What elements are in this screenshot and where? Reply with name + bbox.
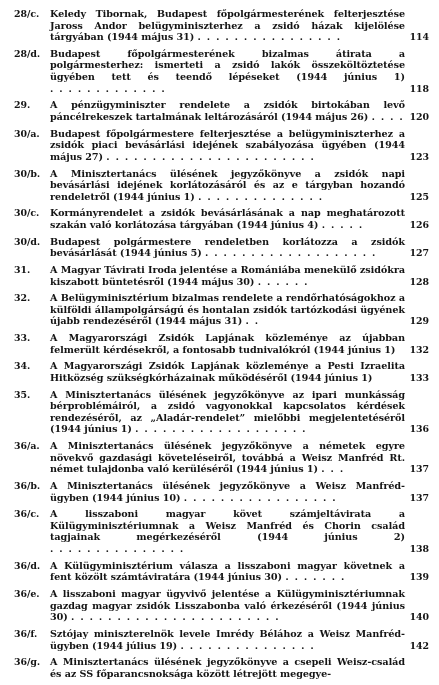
toc-entry [14, 589, 429, 624]
page-number: 126 [409, 219, 429, 231]
entry-number: 36/e. [14, 589, 40, 601]
entry-number: 36/g. [14, 657, 41, 669]
toc-entry [14, 441, 429, 476]
toc-entry [14, 481, 429, 504]
page-number: 140 [409, 612, 429, 624]
toc-entry [14, 629, 429, 652]
page-number: 118 [409, 83, 429, 95]
table-of-contents [14, 9, 429, 685]
entry-number: 35. [14, 389, 31, 401]
toc-entry [14, 265, 429, 288]
dot-leader: . . . . . . . . . . . . . . . . [197, 32, 342, 44]
page-number: 137 [409, 492, 429, 504]
dot-leader: . . . . . . . . . . . . . . . [50, 544, 185, 556]
dot-leader: . . . . . . [257, 276, 309, 288]
toc-entry [14, 129, 429, 164]
entry-text: Sztójay miniszterelnök levele Imrédy Bélához a Weisz Manfréd-ügyben (1944 július 19) . . . . . . . . . . . . . . . [50, 628, 405, 652]
entry-text: A lisszaboni magyar követ számjeltávirata a Külügyminisztériumnak a Weisz Manfréd és Chorin család tagjainak megérkezéséről (1944 június 2) . . . . . . . . . . . . . . . [50, 509, 405, 556]
entry-text: Budapest főpolgármestere felterjesztése a belügyminiszterhez a zsidók piaci bevásárlási idejének szabályozása ügyében (1944 május 27) . . . . . . . . . . . . . . . . . . . . . . . [50, 128, 405, 163]
toc-entry [14, 100, 429, 123]
dot-leader: . . . . [371, 111, 405, 123]
page-number: 129 [409, 316, 429, 328]
entry-text: A Magyarországi Zsidók Lapjának közleménye a Pesti Izraelita Hitközség szükségkórházainak működéséről (1944 június 1) [50, 361, 405, 384]
entry-text: A Magyar Távirati Iroda jelentése a Romániába menekülő zsidókra kiszabott büntetésről (1944 május 30) . . . . . . [50, 264, 405, 288]
entry-text: A Külügyminisztérium válasza a lisszaboni magyar követnek a fent közölt számtáviratára (1944 június 30) . . . . . . . [50, 560, 405, 584]
entry-number: 36/b. [14, 481, 41, 492]
page-number: 139 [409, 572, 429, 584]
toc-entry [14, 237, 429, 260]
entry-number: 30/d. [14, 236, 41, 248]
page-number: 114 [409, 32, 429, 44]
entry-text: Budapest polgármestere rendeletben korlátozza a zsidók bevásárlását (1944 június 5) . . . . . . . . . . . . . . . . . . . [50, 236, 405, 260]
page-number: 132 [409, 344, 429, 356]
dot-leader: . . . . . . . . . . . . . . . . . [183, 492, 337, 504]
entry-text: Budapest főpolgármesterének bizalmas átirata a polgármesterhez: ismerteti a zsidó lakók összeköltöztetése ügyében tett és teendő lépéseket (1944 június 1) . . . . . . . . . . . . . [50, 48, 405, 95]
entry-number: 36/d. [14, 560, 41, 572]
dot-leader: . . . . . . . . . . . . . [50, 83, 166, 95]
entry-number: 28/d. [14, 48, 41, 60]
entry-number: 29. [14, 100, 31, 112]
page-number: 137 [409, 464, 429, 476]
toc-entry [14, 390, 429, 436]
toc-entry [14, 208, 429, 231]
entry-text: Kormányrendelet a zsidók bevásárlásának a nap meghatározott szakán való korlátozása tárgyában (1944 június 4) . . . . . [50, 208, 405, 231]
entry-text: A Minisztertanács ülésének jegyzőkönyve az ipari munkásság bérproblémáiról, a zsidó vagyonokkal kapcsolatos kérdések rendezéséről, az „Aladár-rendelet” mielőbbi megjelentetéséről (1944 június 1) . . . . . . . . . . . . . . . . . . . [50, 389, 405, 436]
entry-text: A Belügyminisztérium bizalmas rendelete a rendőrhatóságokhoz a külföldi állampolgárságú és hontalan zsidók tartózkodási ügyének újabb rendezéséről (1944 május 31) . . [50, 293, 405, 328]
page-number: 142 [409, 640, 429, 652]
entry-number: 31. [14, 264, 31, 276]
entry-text: A Minisztertanács ülésének jegyzőkönyve a Weisz Manfréd-ügyben (1944 június 10) . . . . . . . . . . . . . . . . . [50, 481, 405, 504]
dot-leader: . . . . . . . . . . . . . . . . . . . . . . . [106, 151, 316, 163]
page-number: 125 [409, 191, 429, 203]
dot-leader: . . . . . . . . . . . . . . . . . . . . . . . [71, 612, 280, 624]
toc-entry [14, 509, 429, 555]
toc-entry [14, 293, 429, 328]
toc-entry [14, 361, 429, 384]
dot-leader: . . . . . [321, 219, 364, 231]
entry-number: 30/b. [14, 168, 41, 180]
entry-number: 34. [14, 361, 31, 373]
page-number: 136 [409, 424, 429, 436]
entry-number: 30/a. [14, 128, 40, 140]
toc-entry [14, 49, 429, 95]
toc-entry [14, 333, 429, 356]
entry-number: 30/c. [14, 208, 40, 220]
toc-entry [14, 9, 429, 44]
page-number: 138 [409, 544, 429, 556]
page-number: 133 [409, 372, 429, 384]
entry-text: A Minisztertanács ülésének jegyzőkönyve a németek egyre növekvő gazdasági követeléseiről, továbbá a Weisz Manfréd Rt. német tulajdonba való kerüléséről (1944 június 1) . . . [50, 441, 405, 476]
dot-leader: . . . . . . . . . . . . . . [198, 191, 324, 203]
entry-text: Keledy Tibornak, Budapest főpolgármesterének felterjesztése Jaross Andor belügyminiszterhez a zsidó házak kijelölése tárgyában (1944 május 31) . . . . . . . . . . . . . . . . [50, 9, 405, 44]
entry-number: 36/c. [14, 509, 40, 521]
dot-leader: . . . . . . . . . . . . . . . . . . . [135, 424, 307, 436]
entry-number: 36/f. [14, 628, 38, 640]
page-number: 120 [409, 111, 429, 123]
entry-number: 32. [14, 293, 31, 305]
dot-leader: . . . . . . . . . . . . . . . . . . . [205, 248, 377, 260]
entry-number: 33. [14, 333, 31, 345]
toc-entry [14, 657, 429, 680]
page-number: 127 [409, 248, 429, 260]
entry-number: 36/a. [14, 441, 40, 453]
dot-leader: . . . . . . . [285, 572, 346, 584]
entry-text: A Minisztertanács ülésének jegyzőkönyve a zsidók napi bevásárlási idejének korlátozásáról és az e tárgyban hozandó rendeletről (1944 június 1) . . . . . . . . . . . . . . [50, 168, 405, 203]
dot-leader: . . . [321, 464, 345, 476]
entry-text: A Minisztertanács ülésének jegyzőkönyve a csepeli Weisz-család és az SS főparancsnoksága között létrejött megegye- [50, 657, 405, 680]
dot-leader: . . [245, 316, 260, 328]
entry-text: A lisszaboni magyar ügyvivő jelentése a Külügyminisztériumnak gazdag magyar zsidók Lisszabonba való érkezéséről (1944 június 30) . . . . . . . . . . . . . . . . . . . . . . . [50, 589, 405, 624]
dot-leader: . . . . . . . . . . . . . . . [180, 640, 316, 652]
page-number: 123 [409, 151, 429, 163]
entry-text: A Magyarországi Zsidók Lapjának közleménye az újabban felmerült kérdésekről, a fontosabb tudnivalókról (1944 június 1) [50, 333, 405, 356]
entry-number: 28/c. [14, 9, 40, 20]
entry-text: A pénzügyminiszter rendelete a zsidók birtokában levő páncélrekeszek tartalmának leltározásáról (1944 május 26) . . . . [50, 100, 405, 123]
toc-entry [14, 169, 429, 204]
page-number: 128 [409, 276, 429, 288]
toc-entry [14, 561, 429, 584]
